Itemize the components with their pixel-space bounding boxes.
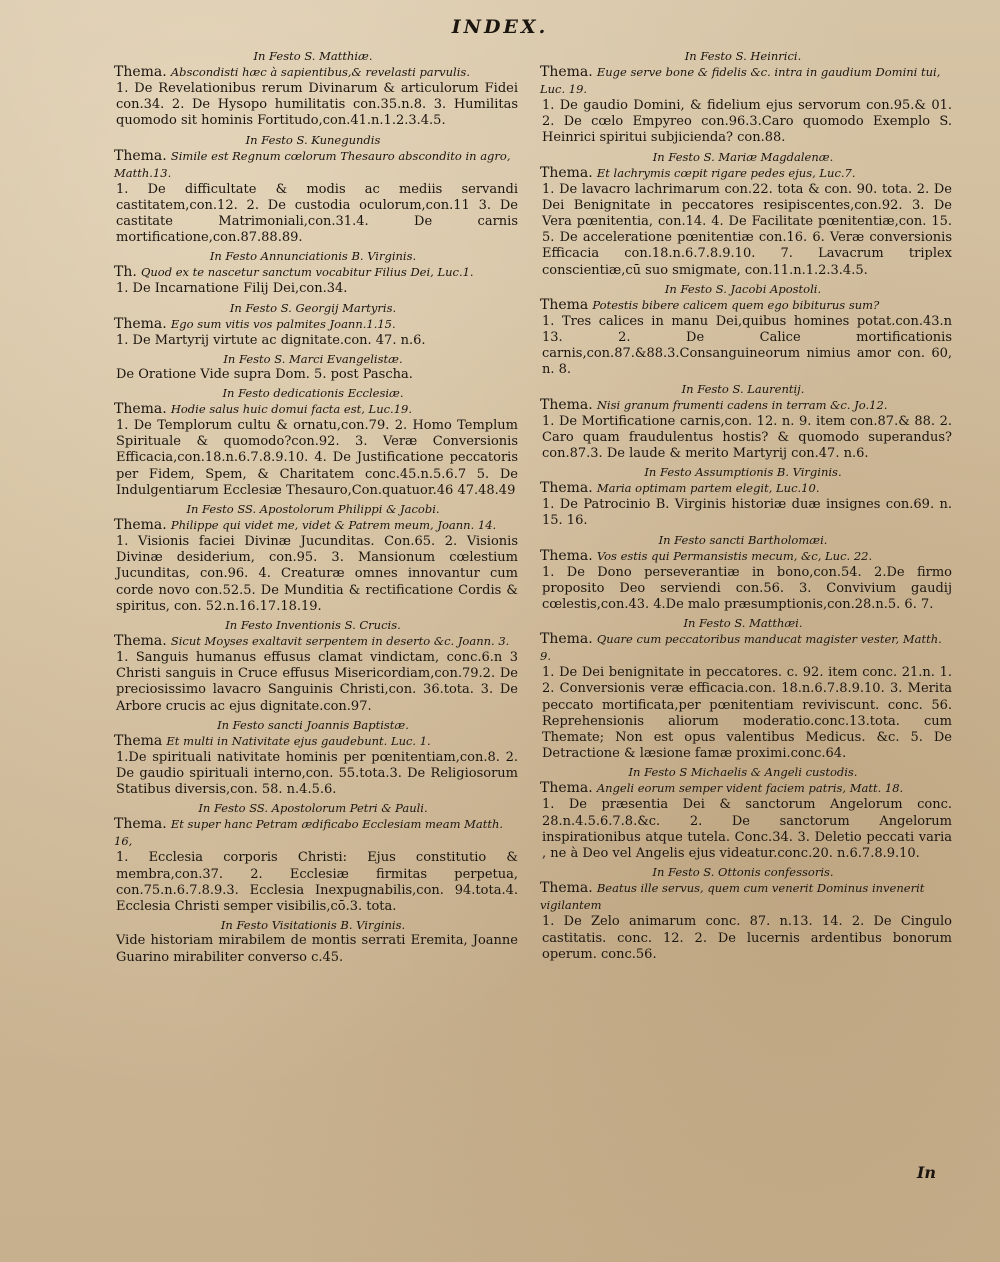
thema-text: Simile est Regnum cœlorum Thesauro abscondito in agro, Matth.13. [114, 148, 511, 180]
entry-assumption [534, 464, 952, 529]
left-column [108, 46, 518, 966]
entry-body: 1. De gaudio Domini, & fidelium ejus servorum con.95.& 01. 2. De cœlo Empyreo con.96.3.Caro quomodo Exemplo S. Heinrici spiritui subjicienda? con.88. [542, 98, 952, 146]
thema-label: Thema. [114, 147, 167, 164]
catchword: In [916, 1163, 936, 1182]
thema-label: Thema. [540, 780, 593, 797]
entry-heinrici [534, 48, 952, 147]
feast-heading: In Festo S. Laurentij. [681, 381, 805, 396]
thema-line [540, 397, 952, 414]
thema-line [540, 64, 952, 98]
entry-body: 1. De Martyrij virtute ac dignitate.con. 47. n.6. [116, 332, 426, 348]
entry-dedication [108, 385, 518, 499]
feast-heading: In Festo SS. Apostolorum Philippi & Jacobi. [186, 502, 440, 517]
feast-heading: In Festo S. Jacobi Apostoli. [664, 281, 822, 296]
entry-body: 1. De Mortificatione carnis,con. 12. n. 9. item con.87.& 88. 2. Caro quam fraudulentus hostis? & quomodo superandus?con.87.3. De laude & merito Martyrij con.47. n.6. [542, 413, 952, 462]
entry-body: 1. Sanguis humanus effusus clamat vindictam, conc.6.n 3 Christi sanguis in Cruce effusus Misericordiam,con.79.2. De preciosissimo lavacro Sanguinis Christi,con. 36.tota. 3. De Arbore crucis ac ejus dignitate.con.97. [116, 650, 518, 714]
entry-petri-pauli [108, 800, 518, 915]
entry-body: 1. De Incarnatione Filij Dei,con.34. [116, 281, 348, 297]
thema-line [114, 517, 518, 534]
thema-line [540, 165, 952, 182]
thema-text: Hodie salus huic domui facta est, Luc.19. [170, 402, 412, 417]
feast-heading: In Festo sancti Bartholomæi. [658, 532, 828, 547]
feast-heading: In Festo S. Matthæi. [683, 616, 803, 631]
thema-label: Thema. [540, 547, 593, 564]
entry-body: De Oratione Vide supra Dom. 5. post Pascha. [116, 366, 413, 382]
entry-body: 1. De Templorum cultu & ornatu,con.79. 2. Homo Templum Spirituale & quomodo?con.92. 3. Veræ Conversionis Efficacia,con.18.n.6.7.8.9.10. 4. De Justificatione peccatoris per Fidem, Spem, & Charitatem conc.45.n.5.6.7 5. De Indulgentiarum Ecclesiæ Thesauro,Con.quatuor.46 47.48.49 [116, 418, 518, 498]
feast-heading: In Festo S. Marci Evangelistæ. [223, 351, 403, 366]
thema-label: Thema. [540, 631, 593, 648]
thema-line [540, 297, 952, 314]
feast-heading: In Festo S Michaelis & Angeli custodis. [628, 765, 858, 780]
entry-annunciation [108, 248, 518, 297]
thema-label: Thema [540, 296, 589, 313]
thema-line [114, 264, 518, 281]
thema-label: Thema. [540, 396, 593, 413]
entry-georgii [108, 300, 518, 349]
entry-body: 1. De præsentia Dei & sanctorum Angelorum conc. 28.n.4.5.6.7.8.&c. 2. De sanctorum Angelorum inspirationibus atque tutela. Conc.34. 3. Deletio peccati varia , ne à Deo vel Angelis ejus videatur.conc.20. n.6.7.8.9.10. [542, 797, 952, 862]
thema-line [114, 816, 518, 850]
feast-heading: In Festo Annunciationis B. Virginis. [209, 249, 417, 264]
thema-line [540, 880, 952, 914]
entry-michaelis [534, 764, 952, 862]
feast-heading: In Festo dedicationis Ecclesiæ. [222, 386, 404, 401]
thema-text: Abscondisti hæc à sapientibus,& revelasti parvulis. [170, 65, 470, 79]
page-header: INDEX. [451, 16, 549, 38]
feast-heading: In Festo SS. Apostolorum Petri & Pauli. [198, 801, 428, 816]
entry-body: Vide historiam mirabilem de montis serrati Eremita, Joanne Guarino mirabiliter converso c.45. [116, 933, 518, 965]
entry-magdalenae [534, 149, 952, 279]
thema-text: Et super hanc Petram ædificabo Ecclesiam meam Matth. 16, [114, 817, 504, 849]
feast-heading: In Festo Visitationis B. Virginis. [220, 918, 406, 933]
thema-text: Quod ex te nascetur sanctum vocabitur Filius Dei, Luc.1. [140, 265, 474, 280]
thema-line [540, 480, 952, 497]
entry-matthaei [534, 615, 952, 762]
entry-bartholomaei [534, 532, 952, 614]
thema-label: Thema. [114, 816, 167, 833]
entry-joannis-baptistae [108, 717, 518, 799]
thema-text: Vos estis qui Permansistis mecum, &c, Luc. 22. [596, 548, 873, 563]
thema-text: Philippe qui videt me, videt & Patrem meum, Joann. 14. [170, 518, 497, 533]
entry-body: 1. De Patrocinio B. Virginis historiæ duæ insignes con.69. n. 15. 16. [542, 497, 952, 529]
thema-line [540, 631, 952, 665]
entry-jacobi [534, 281, 952, 379]
thema-label: Thema. [114, 517, 167, 534]
entry-body: 1. De Dei benignitate in peccatores. c. 92. item conc. 21.n. 1. 2. Conversionis veræ efficacia.con. 18.n.6.7.8.9.10. 3. Merita peccato mortificata,per pœnitentiam reviviscunt. conc. 56. Reprehensionis aliorum moderatio.conc.13.tota. cum Themate; Non est opus valentibus Medicus. &c. 5. De Detractione & læsione famæ proximi.conc.64. [542, 665, 952, 762]
feast-heading: In Festo S. Heinrici. [684, 49, 802, 63]
thema-label: Thema. [540, 164, 593, 181]
entry-kunegundis [108, 132, 518, 247]
entry-inventio-crucis [108, 617, 518, 715]
thema-line [114, 733, 518, 750]
entry-body: 1. De lavacro lachrimarum con.22. tota & con. 90. tota. 2. De Dei Benignitate in peccatores resipiscentes,con.92. 3. De Vera pœnitentia, con.14. 4. De Facilitate pœnitentiæ,con. 15. 5. De acceleratione pœnitentiæ con.16. 6. Veræ conversionis Efficacia con.18.n.6.7.8.9.10. 7. Lavacrum triplex conscientiæ,cū suo smigmate, con.11.n.1.2.3.4.5. [542, 181, 952, 278]
entry-marci [108, 351, 518, 383]
thema-label: Thema. [540, 880, 593, 897]
thema-text: Sicut Moyses exaltavit serpentem in deserto &c. Joann. 3. [170, 634, 510, 649]
thema-text: Quare cum peccatoribus manducat magister vester, Matth. 9. [540, 632, 942, 664]
feast-heading: In Festo S. Matthiæ. [253, 49, 373, 63]
thema-text: Ego sum vitis vos palmites Joann.1.15. [170, 316, 396, 331]
entry-laurentii [534, 381, 952, 463]
right-column [534, 46, 952, 963]
entry-visitation [108, 917, 518, 965]
entry-matthiae [108, 48, 518, 130]
thema-line [114, 148, 518, 182]
feast-heading: In Festo Assumptionis B. Virginis. [644, 465, 842, 480]
thema-label: Thema. [114, 315, 167, 332]
thema-line [540, 548, 952, 565]
feast-heading: In Festo sancti Joannis Baptistæ. [217, 717, 409, 732]
entry-body: 1. De Dono perseverantiæ in bono,con.54. 2.De firmo proposito Deo serviendi con.56. 3. Convivium gaudij cœlestis,con.43. 4.De malo præsumptionis,con.28.n.5. 6. 7. [542, 564, 952, 613]
thema-text: Beatus ille servus, quem cum venerit Dominus invenerit vigilantem [540, 881, 925, 913]
entry-body: 1. De difficultate & modis ac mediis servandi castitatem,con.12. 2. De custodia oculorum,con.11 3. De castitate Matrimoniali,con.31.4. De carnis mortificatione,con.87.88.89. [116, 181, 518, 246]
thema-label: Thema [114, 732, 163, 749]
thema-label: Thema. [114, 64, 167, 80]
thema-label: Thema. [114, 633, 167, 650]
thema-text: Angeli eorum semper vident faciem patris, Matt. 18. [596, 781, 904, 796]
entry-body: 1. De Revelationibus rerum Divinarum & articulorum Fidei con.34. 2. De Hysopo humilitatis con.35.n.8. 3. Humilitas quomodo sit hominis Fortitudo,con.41.n.1.2.3.4.5. [116, 81, 518, 129]
entry-ottonis [534, 864, 952, 963]
feast-heading: In Festo Inventionis S. Crucis. [225, 618, 401, 633]
feast-heading: In Festo S. Georgij Martyris. [229, 300, 397, 315]
entry-body: 1. Ecclesia corporis Christi: Ejus constitutio & membra,con.37. 2. Ecclesiæ firmitas perpetua, con.75.n.6.7.8.9.3. Ecclesia Inexpugnabilis,con. 94.tota.4. Ecclesia Christi semper visibilis,cō.3. tota. [116, 850, 518, 915]
entry-body: 1. Tres calices in manu Dei,quibus homines potat.con.43.n 13. 2. De Calice mortificationis carnis,con.87.&88.3.Consanguineorum nimius amor con. 60, n. 8. [542, 313, 952, 378]
thema-line [540, 780, 952, 797]
thema-line [114, 64, 518, 81]
thema-line [114, 401, 518, 418]
feast-heading: In Festo S. Ottonis confessoris. [652, 865, 834, 880]
entry-body: 1. De Zelo animarum conc. 87. n.13. 14. 2. De Cingulo castitatis. conc. 12. 2. De lucernis ardentibus bonorum operum. conc.56. [542, 914, 952, 962]
thema-label: Thema. [540, 64, 593, 80]
thema-text: Nisi granum frumenti cadens in terram &c. Jo.12. [596, 397, 888, 412]
thema-label: Thema. [114, 401, 167, 418]
entry-body: 1. Visionis faciei Divinæ Jucunditas. Con.65. 2. Visionis Divinæ desiderium, con.95. 3. Mansionum cœlestium Jucunditas, con.96. 4. Creaturæ omnes innovantur cum corde novo con.52.5. De Munditia & rectificatione Cordis & spiritus, con. 52.n.16.17.18.19. [116, 534, 518, 614]
thema-text: Euge serve bone & fidelis &c. intra in gaudium Domini tui, Luc. 19. [540, 65, 941, 96]
thema-text: Potestis bibere calicem quem ego bibiturus sum? [592, 297, 880, 312]
thema-text: Et lachrymis cœpit rigare pedes ejus, Luc.7. [596, 165, 856, 180]
thema-line [114, 633, 518, 650]
thema-line [114, 316, 518, 333]
entry-philippi-jacobi [108, 501, 518, 615]
feast-heading: In Festo S. Mariæ Magdalenæ. [652, 149, 834, 164]
thema-text: Maria optimam partem elegit, Luc.10. [596, 481, 820, 496]
thema-label: Thema. [540, 480, 593, 497]
feast-heading: In Festo S. Kunegundis [245, 132, 381, 147]
thema-label: Th. [114, 264, 137, 281]
entry-body: 1.De spirituali nativitate hominis per pœnitentiam,con.8. 2. De gaudio spirituali interno,con. 55.tota.3. De Religiosorum Statibus diversis,con. 58. n.4.5.6. [116, 749, 518, 798]
thema-text: Et multi in Nativitate ejus gaudebunt. Luc. 1. [166, 733, 431, 748]
